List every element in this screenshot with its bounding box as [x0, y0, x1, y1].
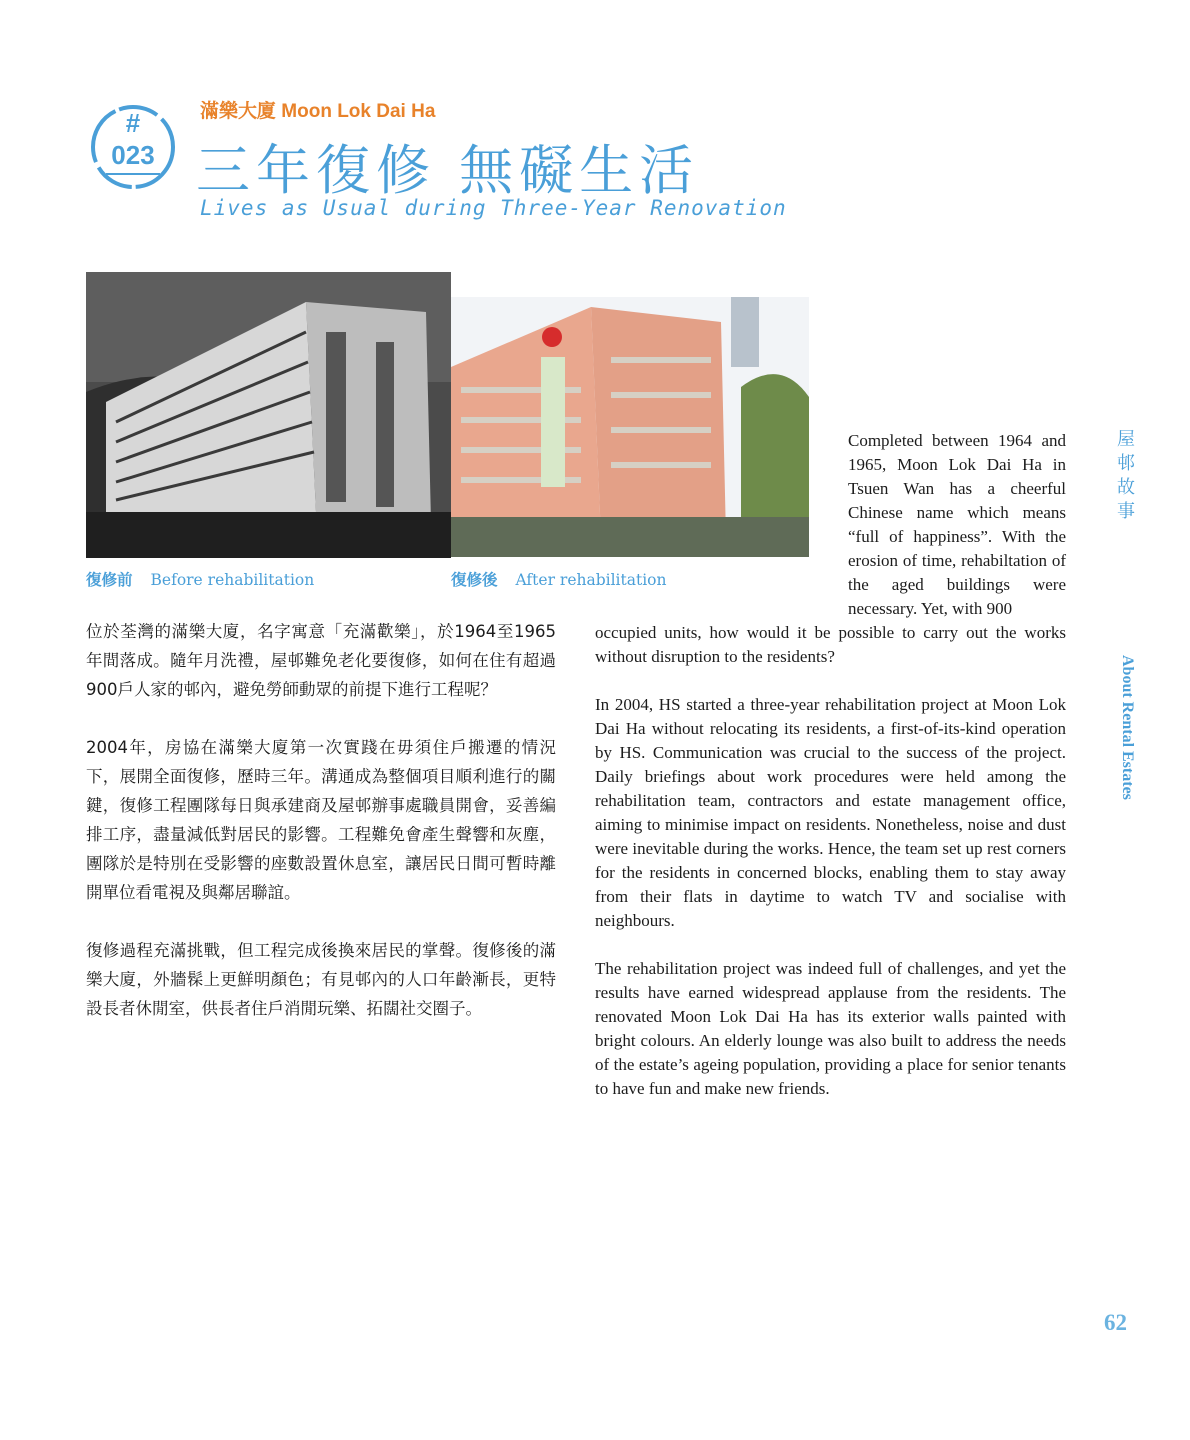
- english-intro-continued: occupied units, how would it be possible to carry out the works without disruption to the residents?: [595, 623, 1066, 666]
- english-paragraph: The rehabilitation project was indeed full of challenges, and yet the results have earned widespread applause from the residents. The renovated Moon Lok Dai Ha has its exterior walls painted with bright colours. An elderly lounge was also built to address the needs of the estate’s ageing population, providing a place for senior tenants to have fun and make new friends.: [595, 959, 1066, 1098]
- caption-after-zh: 復修後: [451, 570, 498, 589]
- chinese-body-column: [86, 617, 556, 1052]
- sidebar-section-zh: [1116, 428, 1136, 524]
- page-title-zh: 三年復修 無礙生活: [196, 139, 700, 202]
- english-body-column: [595, 621, 1066, 1125]
- english-paragraph: In 2004, HS started a three-year rehabilitation project at Moon Lok Dai Ha without relocating its residents, a first-of-its-kind operation by HS. Communication was crucial to the success of the project. Daily briefings about work procedures were held among the rehabilitation team, contractors and estate management office, aiming to minimise impact on residents. Nonetheless, noise and dust were inevitable during the works. Hence, the team set up rest corners for the residents in concerned blocks, enabling them to stay away from their flats in daytime to watch TV and socialise with neighbours.: [595, 695, 1066, 930]
- page-number: 62: [1104, 1310, 1127, 1335]
- caption-before: [86, 568, 314, 590]
- issue-badge: [88, 102, 178, 192]
- caption-before-zh: 復修前: [86, 570, 133, 589]
- english-intro-paragraph: Completed between 1964 and 1965, Moon Lok Dai Ha in Tsuen Wan has a cheerful Chinese name which means “full of happiness”. With the erosion of time, rehabiltation of the aged buildings were necessary. Yet, with 900: [848, 431, 1066, 618]
- chinese-paragraph: 位於荃灣的滿樂大廈，名字寓意「充滿歡樂」，於1964至1965年間落成。隨年月洗禮，屋邨難免老化要復修，如何在住有超過900戶人家的邨內，避免勞師動眾的前提下進行工程呢？: [86, 622, 556, 699]
- chinese-paragraph: 復修過程充滿挑戰，但工程完成後換來居民的掌聲。復修後的滿樂大廈，外牆髹上更鮮明顏色；有見邨內的人口年齡漸長，更特設長者休閒室，供長者住戶消閒玩樂、拓闊社交圈子。: [86, 941, 556, 1018]
- estate-name: 滿樂大廈 Moon Lok Dai Ha: [200, 101, 436, 122]
- photo-before-rehabilitation: [86, 272, 451, 558]
- page-title-en: Lives as Usual during Three-Year Renovation: [200, 196, 787, 220]
- sidebar-char: 邨: [1117, 453, 1135, 474]
- badge-hash: #: [125, 108, 141, 138]
- sidebar-char: 事: [1117, 501, 1135, 522]
- caption-before-en: Before rehabilitation: [150, 571, 315, 589]
- caption-after-en: After rehabilitation: [515, 571, 667, 589]
- badge-number: 023: [111, 140, 155, 170]
- sidebar-char: 屋: [1117, 429, 1135, 450]
- chinese-paragraph: 2004年，房協在滿樂大廈第一次實踐在毋須住戶搬遷的情況下，展開全面復修，歷時三年。溝通成為整個項目順利進行的關鍵，復修工程團隊每日與承建商及屋邨辦事處職員開會，妥善編排工序，盡量減低對居民的影響。工程難免會產生聲響和灰塵，團隊於是特別在受影響的座數設置休息室，讓居民日間可暫時離開單位看電視及與鄰居聯誼。: [86, 738, 556, 902]
- photo-after-rehabilitation: [451, 297, 809, 557]
- caption-after: [451, 568, 666, 590]
- sidebar-section-en: About Rental Estates: [1119, 655, 1136, 800]
- sidebar-char: 故: [1117, 477, 1135, 498]
